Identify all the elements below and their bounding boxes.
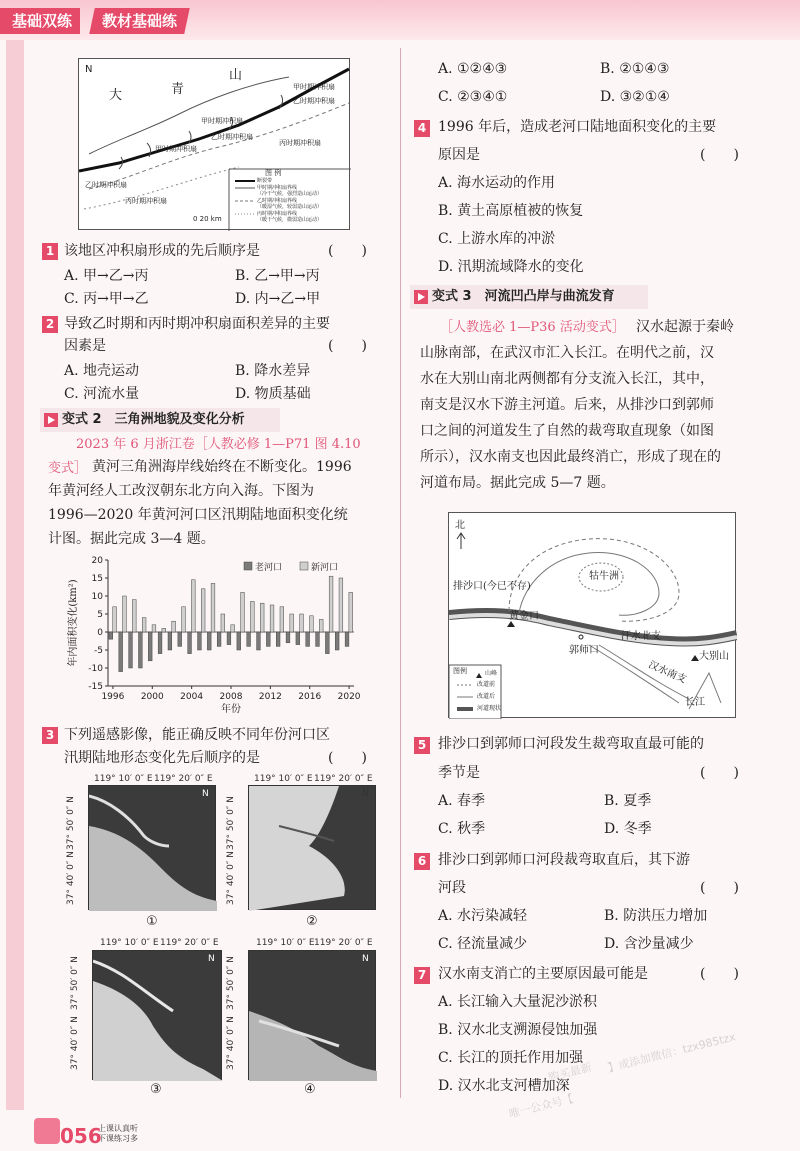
q2-number: 2 (42, 316, 58, 333)
label-shan: 山 (229, 68, 243, 83)
section-variant-3 (410, 285, 648, 309)
chart-bar-old-mouth (119, 632, 123, 672)
q2-stem-line2: 因素是 (64, 338, 106, 354)
chart-bar-old-mouth (198, 632, 202, 650)
map2-changjiang: 长江 (685, 697, 705, 708)
chart-bar-new-mouth (191, 580, 195, 632)
chart-y-tick-label: 15 (91, 574, 103, 584)
chart-bar-new-mouth (300, 614, 304, 632)
footer-slogan-line1: 上课认真听 (98, 1124, 138, 1133)
map2-paishakou: 排沙口(今已不存) (453, 581, 531, 592)
chart-bar-old-mouth (325, 632, 329, 654)
area-change-chart-svg (64, 552, 364, 714)
p3-source: ［人教选必 1—P36 活动变式］ (440, 320, 625, 335)
satellite-image-1 (88, 785, 216, 910)
p2-line2: 黄河三角洲海岸线始终在不断变化。1996 (92, 459, 352, 475)
satellite-image-2-land (249, 786, 377, 911)
sat4-lat1: 37° 50′ 0″ N (226, 956, 236, 1010)
chart-bar-new-mouth (152, 625, 156, 632)
q3-option-c[interactable]: C. ②③④① (438, 89, 508, 105)
chart-bar-old-mouth (296, 632, 300, 645)
chart-bar-new-mouth (221, 614, 225, 632)
chart-y-tick-label: 20 (91, 556, 103, 566)
p2-line3: 年黄河经人工改汊朝东北方向入海。下图为 (48, 483, 314, 499)
chart-bar-new-mouth (113, 607, 117, 632)
q6-option-c[interactable]: C. 径流量减少 (438, 936, 528, 952)
q5-number: 5 (414, 737, 430, 754)
chart-x-tick-label: 2008 (219, 692, 243, 702)
sat4-label: ④ (304, 1082, 316, 1097)
q6-option-a[interactable]: A. 水污染减轻 (438, 908, 528, 924)
q7-option-b[interactable]: B. 汉水北支溯源侵蚀加强 (438, 1022, 598, 1038)
q7-stem: 汉水南支消亡的主要原因最可能是 (438, 966, 648, 982)
map1-legend-item-4: 乙时期冲积扇界线 (257, 198, 298, 204)
q6-stem-line1: 排沙口到郭师口河段裁弯取直后，其下游 (438, 852, 690, 868)
chart-bar-old-mouth (109, 632, 113, 639)
p2-line5: 计图。据此完成 3—4 题。 (48, 531, 215, 547)
chart-x-tick-label: 2004 (180, 692, 204, 702)
footer-slogan-line2: 下课练习多 (98, 1134, 138, 1143)
chart-y-label: 年内面积变化(km²) (68, 579, 79, 667)
chart-x-tick-label: 2000 (140, 692, 164, 702)
q4-stem-line1: 1996 年后，造成老河口陆地面积变化的主要 (438, 119, 717, 135)
chart-y-tick-label: 5 (97, 610, 103, 620)
q3-option-b[interactable]: B. ②①④③ (600, 61, 670, 77)
chart-bar-new-mouth (172, 621, 176, 632)
label-da: 大 (109, 88, 123, 103)
chart-y-tick-label: -5 (94, 646, 103, 656)
q4-stem-line2: 原因是 (438, 147, 480, 163)
map2-legend-title: 图例 (453, 667, 467, 675)
sat3-north: N (208, 954, 215, 964)
chart-y-tick-label: 10 (91, 592, 103, 602)
q7-option-c[interactable]: C. 长江的顶托作用加强 (438, 1050, 584, 1066)
map2-legend-after: 改道后 (477, 693, 496, 700)
p3-line4: 南支是汉水下游主河道。后来，从排沙口到郭师 (420, 397, 714, 413)
label-bing-bottom: 丙时期冲积扇 (125, 197, 167, 205)
satellite-image-3 (92, 950, 222, 1080)
chart-bar-new-mouth (162, 628, 166, 632)
north-arrow: N (85, 64, 93, 75)
chart-bar-old-mouth (139, 632, 143, 668)
p3-line3: 水在大别山南北两侧都有分支流入长江，其中， (420, 371, 714, 387)
chart-x-tick-label: 1996 (101, 692, 125, 702)
chart-bar-new-mouth (123, 596, 127, 632)
alluvial-fan-map (78, 58, 350, 230)
chart-y-tick-label: 0 (97, 628, 103, 638)
sat1-lat2: 37° 40′ 0″ N (66, 851, 76, 905)
label-jia-left: 甲时期冲积扇 (155, 145, 197, 153)
q3-stem-line1: 下列遥感影像，能正确反映不同年份河口区 (64, 727, 330, 743)
p3-line7: 河道布局。据此完成 5—7 题。 (420, 475, 615, 491)
q6-option-d[interactable]: D. 含沙量减少 (604, 936, 694, 952)
chart-y-tick-label: -10 (88, 664, 103, 674)
map1-legend-swatches (233, 169, 257, 229)
q7-option-a[interactable]: A. 长江输入大量泥沙淤积 (438, 994, 598, 1010)
chart-bar-old-mouth (217, 632, 221, 646)
header-tag-basic: 基础双练 (0, 8, 80, 34)
sat2-lon2: 119° 20′ 0″ E (314, 774, 373, 784)
chart-x-tick-label: 2020 (337, 692, 361, 702)
q5-stem-line2: 季节是 (438, 765, 480, 781)
sat3-lon2: 119° 20′ 0″ E (160, 938, 219, 948)
q3-stem-line2: 汛期陆地形态变化先后顺序的是 (64, 750, 260, 766)
q5-option-d[interactable]: D. 冬季 (604, 821, 652, 837)
chart-bar-old-mouth (227, 632, 231, 645)
q1-option-b[interactable]: B. 乙→甲→丙 (235, 268, 320, 284)
sat1-lon1: 119° 10′ 0″ E (94, 774, 153, 784)
footer-badge-icon (34, 1118, 60, 1144)
q3-option-a[interactable]: A. ①②④③ (438, 61, 508, 77)
map2-legend-peak: 山峰 (485, 670, 498, 677)
han-river-map (448, 512, 736, 718)
chart-bar-old-mouth (276, 632, 280, 646)
chart-x-tick-label: 2012 (258, 692, 282, 702)
chart-x-tick-label: 2016 (298, 692, 322, 702)
map1-scale: 0 20 km (193, 215, 222, 223)
map1-legend-item-1: 断裂带 (257, 178, 273, 184)
sat3-label: ③ (150, 1082, 162, 1097)
chart-bar-old-mouth (286, 632, 290, 643)
footer-slogan (98, 1124, 138, 1144)
q4-option-b[interactable]: B. 黄土高原植被的恢复 (438, 203, 584, 219)
map1-legend-item-3: （冷干气候，强烈造山运动） (257, 191, 323, 197)
p3-line5: 口之间的河道发生了自然的裁弯取直现象（如图 (420, 423, 714, 439)
q4-number: 4 (414, 120, 430, 137)
sat1-lon2: 119° 20′ 0″ E (154, 774, 213, 784)
label-bing-right: 丙时期冲积扇 (279, 139, 321, 147)
p2-line4: 1996—2020 年黄河河口区汛期陆地面积变化统 (48, 507, 348, 523)
chart-bar-new-mouth (260, 603, 264, 632)
section-variant-3-title: 变式 3 河流凹凸岸与曲流发育 (432, 289, 615, 304)
chart-bar-new-mouth (349, 592, 353, 632)
area-change-chart (64, 552, 364, 714)
q4-option-c[interactable]: C. 上游水库的冲淤 (438, 231, 556, 247)
chart-legend-label: 新河口 (311, 563, 339, 573)
satellite-image-4-land (249, 951, 377, 1081)
map1-legend-item-6: 丙时期冲积扇界线 (257, 211, 298, 217)
label-yi-left: 乙时期冲积扇 (85, 181, 127, 189)
chart-bar-new-mouth (270, 605, 274, 632)
q2-option-c[interactable]: C. 河流水量 (64, 386, 140, 402)
chart-bar-old-mouth (237, 632, 241, 650)
q5-stem-line1: 排沙口到郭师口河段发生裁弯取直最可能的 (438, 736, 704, 752)
map2-north: 北 (455, 520, 465, 531)
sat4-lon2: 119° 20′ 0″ E (314, 938, 373, 948)
satellite-image-4 (248, 950, 376, 1080)
q5-option-b[interactable]: B. 夏季 (604, 793, 652, 809)
q6-number: 6 (414, 853, 430, 870)
sat2-label: ② (306, 914, 318, 929)
sat4-north: N (362, 954, 369, 964)
sat2-north: N (362, 789, 369, 799)
sat1-lat1: 37° 50′ 0″ N (66, 796, 76, 850)
q4-option-a[interactable]: A. 海水运动的作用 (438, 175, 556, 191)
q2-option-d[interactable]: D. 物质基础 (235, 386, 311, 402)
chart-legend-swatch (244, 562, 252, 570)
q3-option-d[interactable]: D. ③②①④ (600, 89, 670, 105)
q1-option-c[interactable]: C. 丙→甲→乙 (64, 291, 149, 307)
watermark-3: 】或添加微信：tzx985tzx (606, 1030, 737, 1075)
q3-answer-paren[interactable]: ( ) (328, 750, 367, 766)
chart-bar-old-mouth (316, 632, 320, 646)
q1-option-a[interactable]: A. 甲→乙→丙 (64, 268, 149, 284)
p3-line1: 汉水起源于秦岭 (636, 319, 734, 335)
q5-option-a[interactable]: A. 春季 (438, 793, 486, 809)
map1-legend-item-5: （暖湿气候，较弱造山运动） (257, 204, 323, 210)
map1-legend (231, 169, 349, 229)
q5-option-c[interactable]: C. 秋季 (438, 821, 486, 837)
chart-bar-old-mouth (188, 632, 192, 654)
chart-bar-new-mouth (250, 601, 254, 632)
chart-bar-new-mouth (211, 583, 215, 632)
satellite-image-1-land (89, 786, 217, 911)
p2-source-line2: 变式］ (48, 461, 88, 476)
chart-bar-old-mouth (168, 632, 172, 650)
sat3-lat1: 37° 50′ 0″ N (70, 956, 80, 1010)
label-jia-mid: 甲时期冲积扇 (201, 117, 243, 125)
chart-y-tick-label: -15 (88, 682, 103, 692)
chart-bar-old-mouth (257, 632, 261, 650)
chart-bar-new-mouth (182, 607, 186, 632)
map2-hanbei: 汗水北支 (621, 631, 661, 642)
label-qing: 青 (171, 82, 185, 97)
watermark-2: 唯一公众号【 (507, 1092, 575, 1121)
q3-number: 3 (42, 727, 58, 744)
chart-bar-old-mouth (178, 632, 182, 646)
chart-bar-old-mouth (148, 632, 152, 661)
play-icon (44, 413, 58, 427)
q2-option-b[interactable]: B. 降水差异 (235, 363, 311, 379)
page-number: 056 (60, 1124, 102, 1148)
chart-bar-old-mouth (306, 632, 310, 646)
map1-legend-item-7: （暖干气候，微弱造山运动） (257, 217, 323, 223)
q7-option-d[interactable]: D. 汉水北支河槽加深 (438, 1078, 570, 1094)
q1-number: 1 (42, 243, 58, 260)
sat2-lat2: 37° 40′ 0″ N (226, 851, 236, 905)
map2-guoshikou: 郭师口 (569, 645, 599, 656)
sat2-lat1: 37° 50′ 0″ N (226, 796, 236, 850)
satellite-image-2 (248, 785, 376, 910)
chart-legend-label: 老河口 (255, 563, 283, 573)
sat4-lon1: 119° 10′ 0″ E (256, 938, 315, 948)
q7-answer-paren[interactable]: ( ) (700, 966, 739, 982)
sat2-lon1: 119° 10′ 0″ E (254, 774, 313, 784)
q1-stem: 该地区冲积扇形成的先后顺序是 (64, 243, 260, 259)
map1-legend-title: 图 例 (265, 169, 282, 177)
sat3-lat2: 37° 40′ 0″ N (70, 1016, 80, 1070)
map1-legend-item-2: 甲时期冲积扇界线 (257, 185, 298, 191)
chart-bar-new-mouth (142, 618, 146, 632)
q6-option-b[interactable]: B. 防洪压力增加 (604, 908, 708, 924)
sat4-lat2: 37° 40′ 0″ N (226, 1016, 236, 1070)
p3-line2: 山脉南部，在武汉市汇入长江。在明代之前，汉 (420, 345, 714, 361)
map2-legend-current: 河道现状 (477, 705, 502, 712)
play-icon (414, 290, 428, 304)
chart-bar-new-mouth (329, 576, 333, 632)
sat1-label: ① (146, 914, 158, 929)
chart-bar-new-mouth (339, 578, 343, 632)
label-yi-top: 乙时期冲积扇 (293, 97, 335, 105)
watermark-1: 购买最新 (547, 1060, 594, 1085)
chart-bar-old-mouth (247, 632, 251, 646)
chart-bar-new-mouth (241, 592, 245, 632)
section-variant-2 (40, 408, 280, 432)
q2-stem-line1: 导致乙时期和丙时期冲积扇面积差异的主要 (64, 316, 330, 332)
label-jia-top: 甲时期冲积扇 (293, 83, 335, 91)
left-margin-bar (6, 40, 24, 1110)
chart-legend-swatch (300, 562, 308, 570)
q2-option-a[interactable]: A. 地壳运动 (64, 363, 140, 379)
q2-answer-paren[interactable]: ( ) (328, 338, 367, 354)
chart-bar-old-mouth (129, 632, 133, 668)
chart-bar-old-mouth (266, 632, 270, 646)
header-tag-textbook: 教材基础练 (89, 8, 190, 34)
chart-bar-old-mouth (345, 632, 349, 646)
map2-legend-before: 改道前 (477, 681, 496, 688)
map2-guzhou: 牯牛洲 (589, 571, 619, 582)
p3-line6: 所示），汉水南支也因此最终消亡，形成了现在的 (420, 449, 721, 465)
sat3-lon1: 119° 10′ 0″ E (100, 938, 159, 948)
q1-option-d[interactable]: D. 内→乙→甲 (235, 291, 321, 307)
chart-bar-new-mouth (280, 607, 284, 632)
map2-dabieshan: 大别山 (699, 651, 729, 662)
chart-bar-old-mouth (207, 632, 211, 650)
map2-huangjinkou: 黄金口 (509, 611, 539, 622)
chart-bar-new-mouth (310, 616, 314, 632)
p2-source-line1: 2023 年 6 月浙江卷［人教必修 1—P71 图 4.10 (76, 437, 361, 452)
chart-bar-old-mouth (158, 632, 162, 654)
map2-hannan: 汉水南支 (646, 659, 688, 686)
chart-x-label: 年份 (221, 704, 241, 714)
chart-bar-new-mouth (231, 625, 235, 632)
q1-answer-paren[interactable]: ( ) (328, 243, 367, 259)
chart-bar-new-mouth (201, 589, 205, 632)
q4-answer-paren[interactable]: ( ) (700, 147, 739, 163)
q6-answer-paren[interactable]: ( ) (700, 880, 739, 896)
satellite-image-3-land (93, 951, 223, 1081)
label-yi-mid: 乙时期冲积扇 (211, 133, 253, 141)
chart-bar-new-mouth (290, 614, 294, 632)
chart-bar-new-mouth (132, 600, 136, 632)
q4-option-d[interactable]: D. 汛期流域降水的变化 (438, 259, 584, 275)
q6-stem-line2: 河段 (438, 880, 466, 896)
chart-bar-old-mouth (335, 632, 339, 650)
column-divider (400, 48, 401, 1098)
chart-bar-new-mouth (319, 619, 323, 632)
q7-number: 7 (414, 967, 430, 984)
q5-answer-paren[interactable]: ( ) (700, 765, 739, 781)
sat1-north: N (202, 789, 209, 799)
section-variant-2-title: 变式 2 三角洲地貌及变化分析 (62, 412, 245, 427)
